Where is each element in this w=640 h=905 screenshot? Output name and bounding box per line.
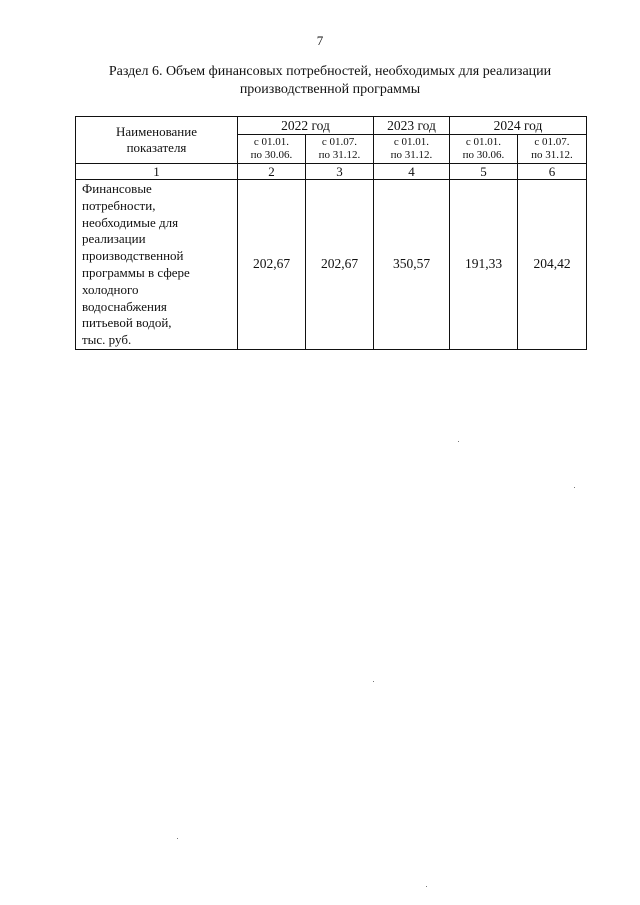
period-end: по 31.12.: [318, 149, 361, 161]
column-number-5: 5: [450, 164, 518, 180]
row-name-line: производственной: [82, 248, 184, 264]
period-start: с 01.07.: [321, 136, 358, 148]
header-period-4: [450, 135, 518, 164]
row-name-line: потребности,: [82, 197, 156, 213]
period-end: по 30.06.: [250, 149, 293, 161]
column-number-3: 3: [306, 164, 374, 180]
section-title-line-2: производственной программы: [239, 82, 421, 97]
row-indicator-name: [76, 180, 238, 350]
header-period-2: [306, 135, 374, 164]
header-indicator-name: [76, 117, 238, 164]
row-name-line: тыс. руб.: [82, 332, 132, 348]
period-start: с 01.01.: [393, 136, 430, 148]
header-period-5: [518, 135, 587, 164]
row-name-line: холодного: [82, 281, 139, 297]
scan-speck: [177, 838, 178, 839]
header-year-2024: 2024 год: [450, 117, 587, 135]
table-row: [76, 180, 587, 350]
row-name-line: питьевой водой,: [82, 315, 172, 331]
header-year-2022: 2022 год: [238, 117, 374, 135]
value-2024-h2: 204,42: [518, 180, 587, 350]
row-name-line: Финансовые: [82, 181, 152, 196]
period-end: по 30.06.: [462, 149, 505, 161]
header-indicator-name-line-2: показателя: [126, 140, 187, 155]
column-number-4: 4: [374, 164, 450, 180]
header-row-years: [76, 117, 587, 135]
section-title-line-1: Раздел 6. Объем финансовых потребностей, необходимых для реализации: [108, 64, 552, 79]
period-start: с 01.01.: [253, 136, 290, 148]
value-2023: 350,57: [374, 180, 450, 350]
row-name-line: необходимые для: [82, 214, 179, 230]
row-name-line: программы в сфере: [82, 264, 190, 280]
period-end: по 31.12.: [531, 149, 573, 161]
period-start: с 01.01.: [465, 136, 502, 148]
financial-needs-table: [75, 116, 587, 350]
scan-speck: [458, 441, 459, 442]
row-name-line: реализации: [82, 231, 146, 247]
column-number-6: 6: [518, 164, 587, 180]
period-end: по 31.12.: [390, 149, 433, 161]
scan-speck: [574, 487, 575, 488]
value-2024-h1: 191,33: [450, 180, 518, 350]
scan-speck: [373, 681, 374, 682]
value-2022-h1: 202,67: [238, 180, 306, 350]
header-year-2023: 2023 год: [374, 117, 450, 135]
column-number-2: 2: [238, 164, 306, 180]
header-period-1: [238, 135, 306, 164]
header-indicator-name-line-1: Наименование: [116, 124, 197, 139]
page-number: 7: [316, 33, 324, 48]
scan-speck: [426, 886, 427, 887]
header-row-column-numbers: [76, 164, 587, 180]
period-start: с 01.07.: [534, 136, 570, 148]
section-title: [60, 63, 600, 99]
value-2022-h2: 202,67: [306, 180, 374, 350]
column-number-1: 1: [76, 164, 238, 180]
header-period-3: [374, 135, 450, 164]
row-name-line: водоснабжения: [82, 298, 167, 314]
